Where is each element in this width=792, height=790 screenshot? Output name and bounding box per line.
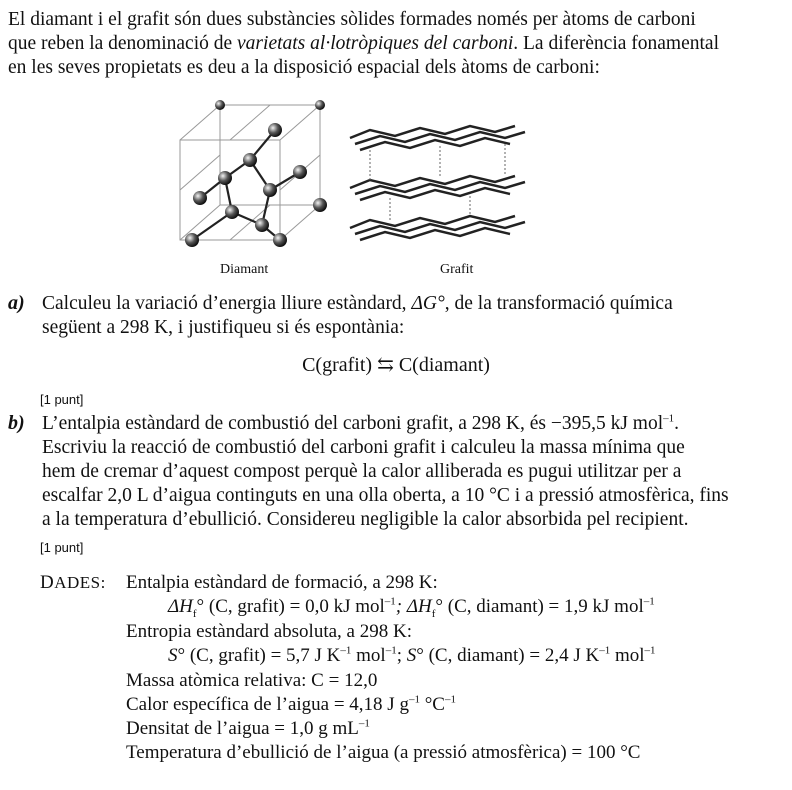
delta-h-sub-2: f [431, 607, 436, 620]
dades-heading [40, 572, 106, 594]
delta-h-sub: f [192, 607, 197, 620]
dades-line-8: Temperatura d’ebullició de l’aigua (a pressió atmosfèrica) = 100 °C [126, 742, 641, 763]
dades-line-6-a: Calor específica de l’aigua = 4,18 J g [126, 694, 409, 715]
dades-line-4-c: mol [351, 645, 386, 666]
question-a-label: a) [8, 292, 25, 314]
intro-line-3: en les seves propietats es deu a la disposició espacial dels àtoms de carboni: [8, 57, 600, 78]
delta-h-symbol: ΔH [168, 596, 193, 617]
question-b-line-1-end: . [674, 413, 679, 434]
delta-h-symbol-2: ; ΔH [395, 596, 432, 617]
question-b-line-2: Escriviu la reacció de combustió del carboni grafit i calculeu la massa mínima que [42, 437, 685, 458]
dades-line-2-sup: –1 [384, 595, 396, 608]
question-a-line-1-post: , de la transformació química [444, 293, 673, 314]
diamond-atoms [185, 100, 327, 247]
dades-line-4-sup-1: –1 [340, 644, 352, 657]
intro-paragraph [8, 8, 780, 80]
question-a-text [42, 292, 762, 340]
question-b-points: [1 punt] [40, 540, 84, 555]
question-b-label: b) [8, 412, 25, 434]
dades-line-7-a: Densitat de l’aigua = 1,0 g mL [126, 718, 359, 739]
transformation-equation: C(grafit) ⇆ C(diamant) [302, 354, 490, 376]
dades-line-4-b: ° (C, grafit) = 5,7 J K [177, 645, 341, 666]
question-a-points: [1 punt] [40, 392, 84, 407]
delta-g-symbol: ΔG° [411, 293, 445, 314]
dades-line-7 [126, 718, 370, 740]
graphite-label: Grafit [440, 262, 474, 277]
intro-line-2-italic: varietats al·lotròpiques del carboni [237, 33, 514, 54]
intro-line-1: El diamant i el grafit són dues substàncies sòlides formades només per àtoms de carboni [8, 9, 696, 30]
diamond-label: Diamant [220, 262, 269, 277]
dades-line-6-sup-2: –1 [444, 693, 456, 706]
diamond-bonds [192, 130, 300, 240]
dades-heading-rest: ADES: [54, 573, 106, 592]
dades-line-4-sup-3: –1 [599, 644, 611, 657]
dades-line-4-sup-2: –1 [385, 644, 397, 657]
dades-line-6-sup-1: –1 [408, 693, 420, 706]
question-b-text [42, 412, 762, 532]
carbon-allotropes-figure [170, 100, 530, 277]
dades-line-4-g: mol [610, 645, 645, 666]
question-a-line-1-pre: Calculeu la variació d’energia lliure estàndard, [42, 293, 412, 314]
dades-line-5: Massa atòmica relativa: C = 12,0 [126, 670, 378, 691]
question-a-line-1 [42, 292, 762, 316]
s-symbol-2: S [406, 645, 417, 666]
question-b-line-5: a la temperatura d’ebullició. Considereu negligible la calor absorbida pel recipient. [42, 509, 689, 530]
dades-line-3: Entropia estàndard absoluta, a 298 K: [126, 621, 412, 642]
dades-line-7-sup: –1 [358, 717, 370, 730]
dades-line-6-b: °C [419, 694, 445, 715]
intro-line-2-post: . La diferència fonamental [513, 33, 719, 54]
dades-line-4-f: ° (C, diamant) = 2,4 J K [416, 645, 600, 666]
question-b-line-1 [42, 412, 762, 436]
dades-line-2-d: ° (C, diamant) = 1,9 kJ mol [435, 596, 644, 617]
dades-line-1: Entalpia estàndard de formació, a 298 K: [126, 572, 438, 593]
dades-line-4-d: ; [396, 645, 407, 666]
question-b-line-1-text: L’entalpia estàndard de combustió del carboni grafit, a 298 K, és −395,5 kJ mol [42, 413, 664, 434]
question-b-line-3: hem de cremar d’aquest compost perquè la calor alliberada es pugui utilitzar per a [42, 461, 682, 482]
dades-line-2-b: ° (C, grafit) = 0,0 kJ mol [196, 596, 385, 617]
intro-line-2 [8, 32, 780, 56]
dades-line-4 [168, 645, 656, 667]
dades-heading-initial: D [40, 572, 55, 593]
graphite-structure [350, 126, 525, 240]
dades-line-2-sup-2: –1 [643, 595, 655, 608]
dades-line-2 [168, 596, 655, 618]
s-symbol: S [168, 645, 178, 666]
question-b-line-4: escalfar 2,0 L d’aigua continguts en una olla oberta, a 10 °C i a pressió atmosfèrica, fins [42, 485, 729, 506]
intro-line-2-pre: que reben la denominació de [8, 33, 238, 54]
dades-line-4-sup-4: –1 [644, 644, 656, 657]
question-a-line-2: següent a 298 K, i justifiqueu si és espontània: [42, 317, 405, 338]
dades-line-6 [126, 694, 456, 716]
question-b-line-1-sup: –1 [663, 412, 675, 425]
structures-illustration [170, 100, 530, 260]
